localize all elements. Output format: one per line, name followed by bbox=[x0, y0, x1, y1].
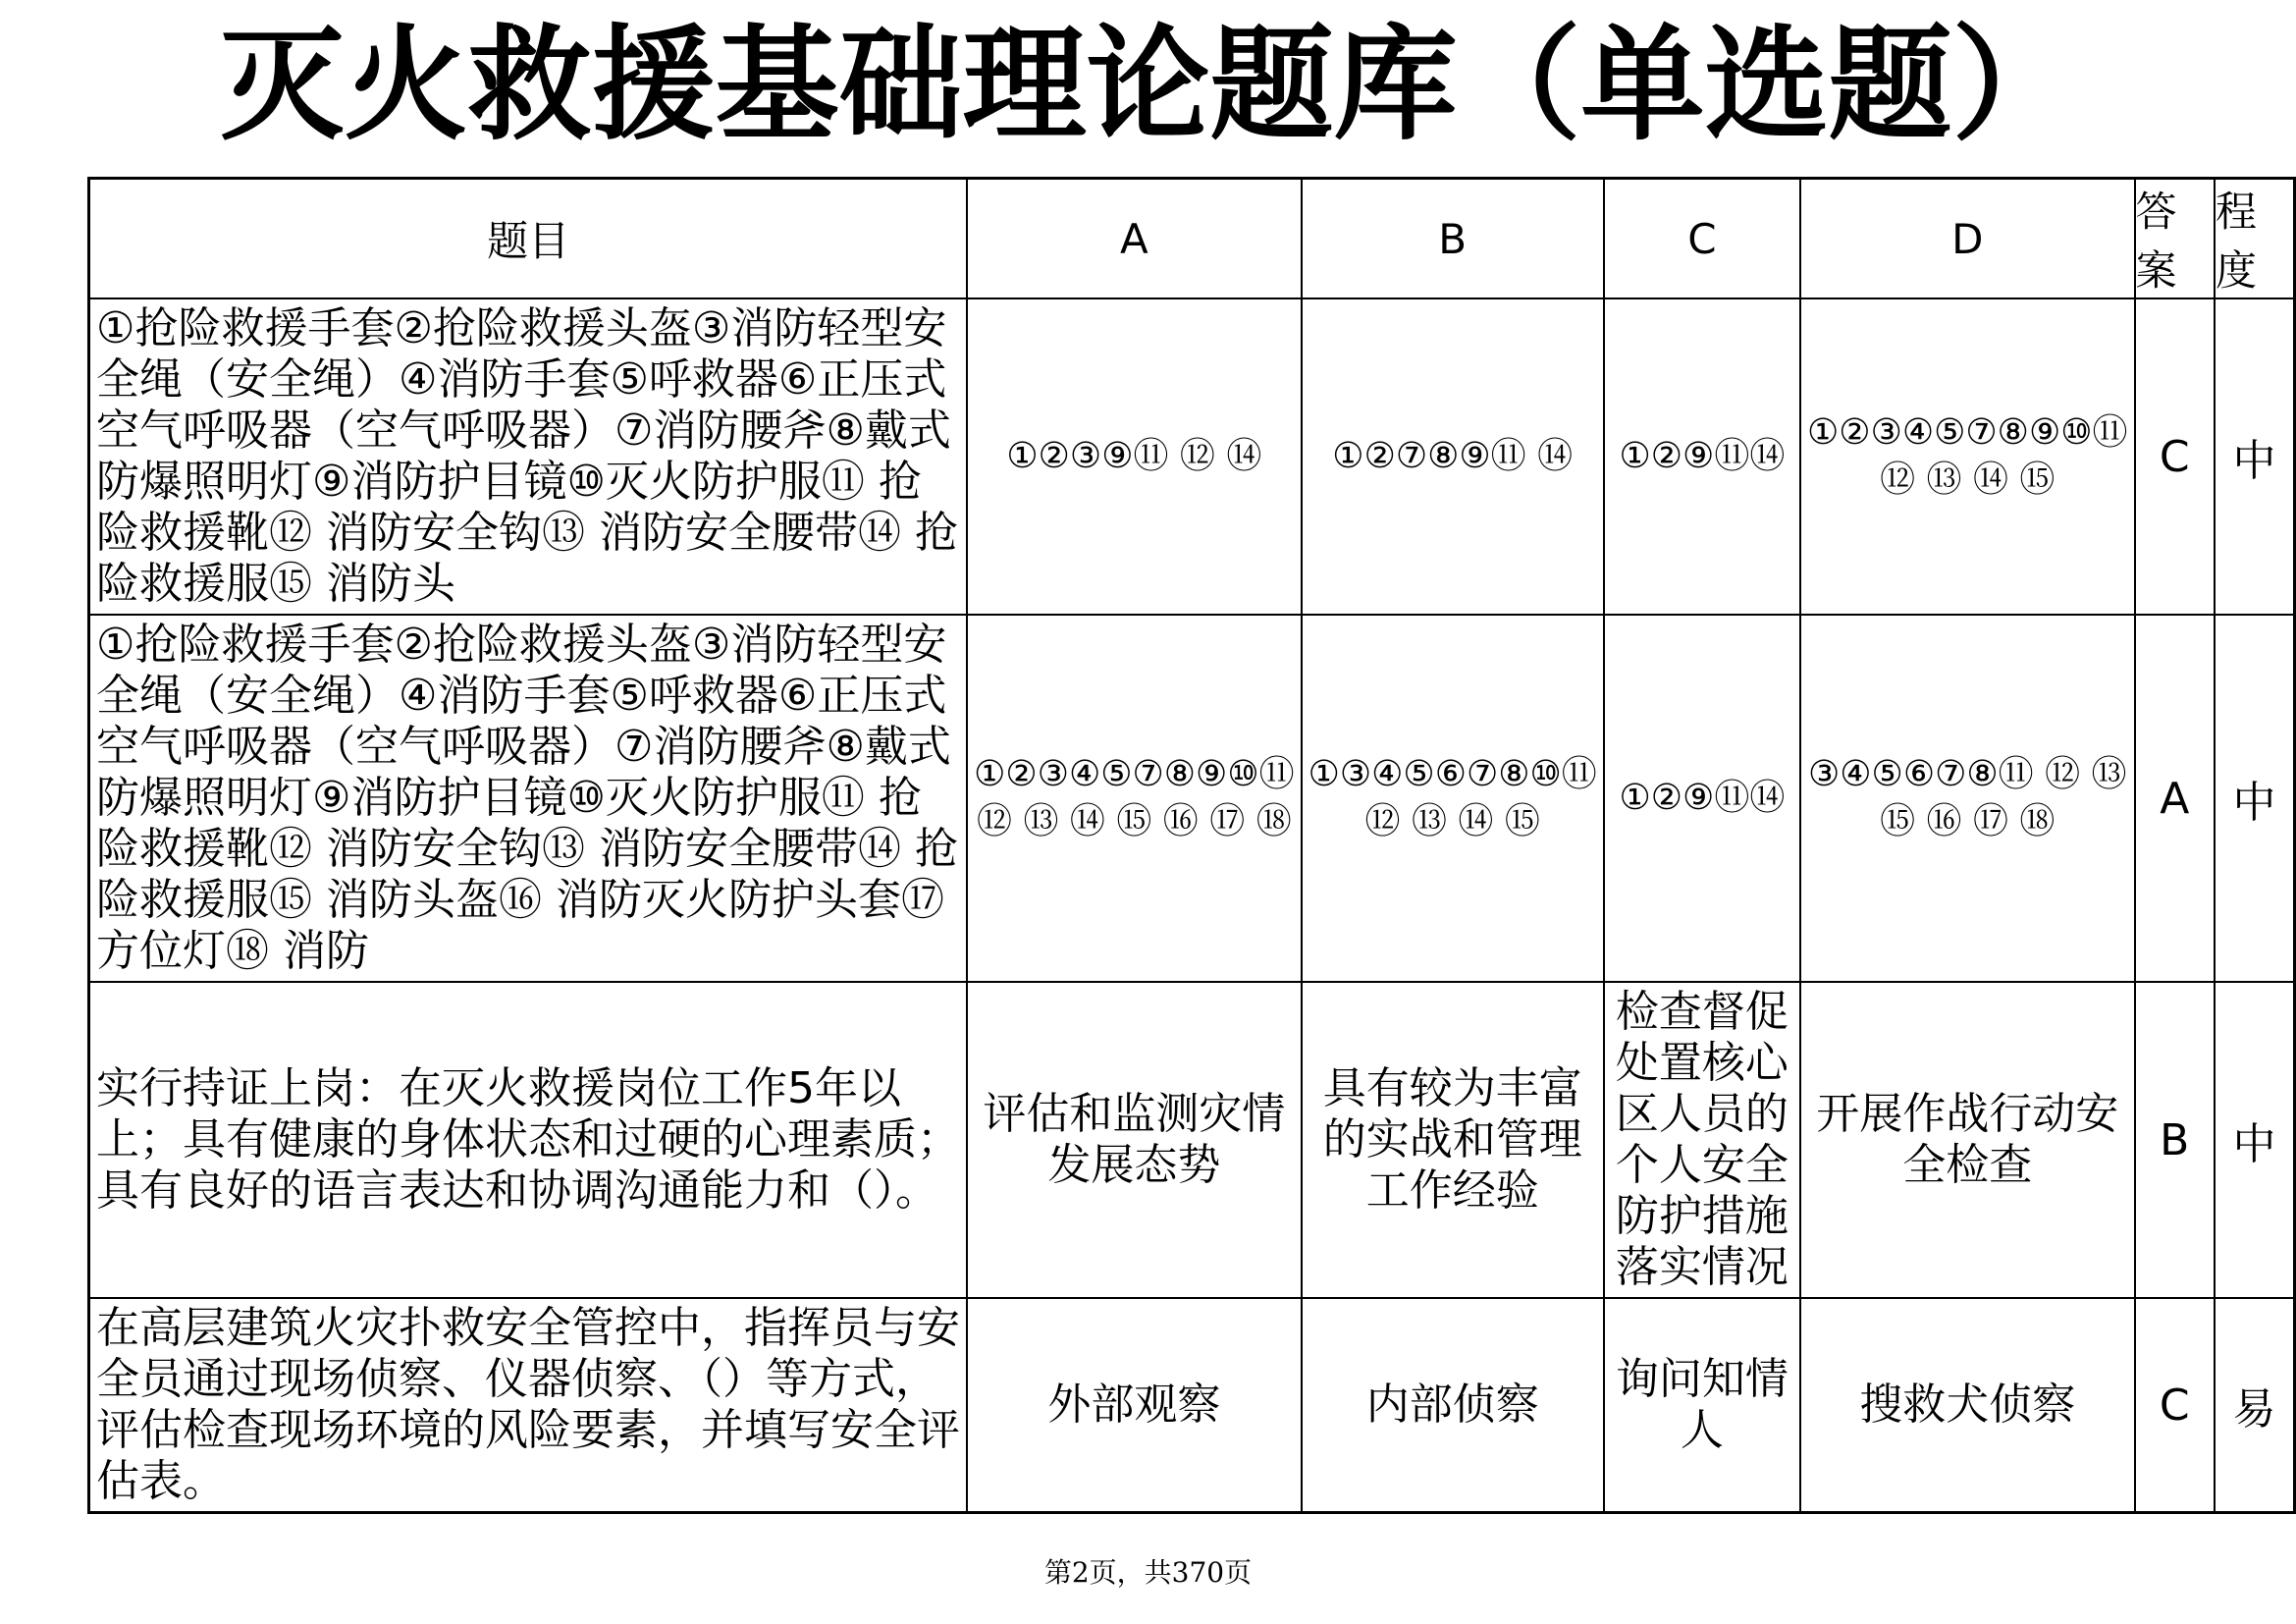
option-c: 检查督促处置核心区人员的个人安全防护措施落实情况 bbox=[1615, 987, 1789, 1292]
table-row bbox=[89, 298, 2295, 615]
header-d: D bbox=[1951, 214, 1984, 263]
question-text: 实行持证上岗：在灭火救援岗位工作5年以上；具有健康的身体状态和过硬的心理素质；具有良好的语言表达和协调沟通能力和（）。 bbox=[96, 1063, 960, 1216]
option-c: ①②⑨⑪⑭ bbox=[1619, 778, 1786, 818]
option-d: ③④⑤⑥⑦⑧⑪ ⑫ ⑬ ⑮ ⑯ ⑰ ⑱ bbox=[1808, 754, 2127, 841]
table-row bbox=[89, 982, 2295, 1298]
answer: C bbox=[2159, 431, 2190, 482]
answer: B bbox=[2160, 1114, 2190, 1165]
option-d: ①②③④⑤⑦⑧⑨⑩⑪ ⑫ ⑬ ⑭ ⑮ bbox=[1807, 412, 2128, 500]
difficulty: 易 bbox=[2232, 1384, 2276, 1435]
option-a: 评估和监测灾情发展态势 bbox=[983, 1089, 1286, 1190]
answer: C bbox=[2159, 1380, 2190, 1431]
difficulty: 中 bbox=[2232, 436, 2276, 486]
question-text: ①抢险救援手套②抢险救援头盔③消防轻型安全绳（安全绳）④消防手套⑤呼救器⑥正压式空气呼吸器（空气呼吸器）⑦消防腰斧⑧戴式防爆照明灯⑨消防护目镜⑩灭火防护服⑪ 抢险救援靴⑫ 消防安全钩⑬ 消防安全腰带⑭ 抢险救援服⑮ 消防头 bbox=[96, 303, 958, 609]
page-number: 第2页，共370页 bbox=[1043, 1556, 1253, 1589]
option-c: ①②⑨⑪⑭ bbox=[1619, 436, 1786, 476]
difficulty: 中 bbox=[2232, 1119, 2276, 1169]
option-a: 外部观察 bbox=[1047, 1380, 1221, 1430]
option-b: 具有较为丰富的实战和管理工作经验 bbox=[1322, 1063, 1582, 1216]
document-title: 灭火救援基础理论题库（单选题） bbox=[220, 13, 2076, 157]
option-d: 搜救犬侦察 bbox=[1859, 1380, 2076, 1430]
table-header-row bbox=[89, 179, 2295, 299]
difficulty: 中 bbox=[2232, 778, 2276, 828]
header-c: C bbox=[1687, 214, 1717, 263]
header-question: 题目 bbox=[487, 217, 570, 265]
option-b: 内部侦察 bbox=[1365, 1380, 1539, 1430]
header-a: A bbox=[1120, 214, 1148, 263]
question-text: ①抢险救援手套②抢险救援头盔③消防轻型安全绳（安全绳）④消防手套⑤呼救器⑥正压式空气呼吸器（空气呼吸器）⑦消防腰斧⑧戴式防爆照明灯⑨消防护目镜⑩灭火防护服⑪ 抢险救援靴⑫ 消防安全钩⑬ 消防安全腰带⑭ 抢险救援服⑮ 消防头盔⑯ 消防灭火防护头套⑰ 方位灯⑱ 消防 bbox=[96, 620, 958, 976]
header-b: B bbox=[1438, 214, 1468, 263]
option-d: 开展作战行动安全检查 bbox=[1816, 1089, 2119, 1190]
question-text: 在高层建筑火灾扑救安全管控中，指挥员与安全员通过现场侦察、仪器侦察、（）等方式，评估检查现场环境的风险要素，并填写安全评估表。 bbox=[96, 1303, 960, 1506]
option-a: ①②③⑨⑪ ⑫ ⑭ bbox=[1006, 436, 1262, 476]
header-answer: 答案 bbox=[2135, 188, 2177, 295]
option-b: ①②⑦⑧⑨⑪ ⑭ bbox=[1332, 436, 1574, 476]
option-c: 询问知情人 bbox=[1615, 1354, 1789, 1455]
option-b: ①③④⑤⑥⑦⑧⑩⑪ ⑫ ⑬ ⑭ ⑮ bbox=[1308, 754, 1597, 841]
header-level: 程度 bbox=[2216, 188, 2258, 295]
question-table bbox=[87, 177, 2296, 1514]
table-row bbox=[89, 615, 2295, 982]
option-a: ①②③④⑤⑦⑧⑨⑩⑪ ⑫ ⑬ ⑭ ⑮ ⑯ ⑰ ⑱ bbox=[974, 754, 1295, 841]
table-row bbox=[89, 1298, 2295, 1513]
answer: A bbox=[2160, 773, 2190, 824]
